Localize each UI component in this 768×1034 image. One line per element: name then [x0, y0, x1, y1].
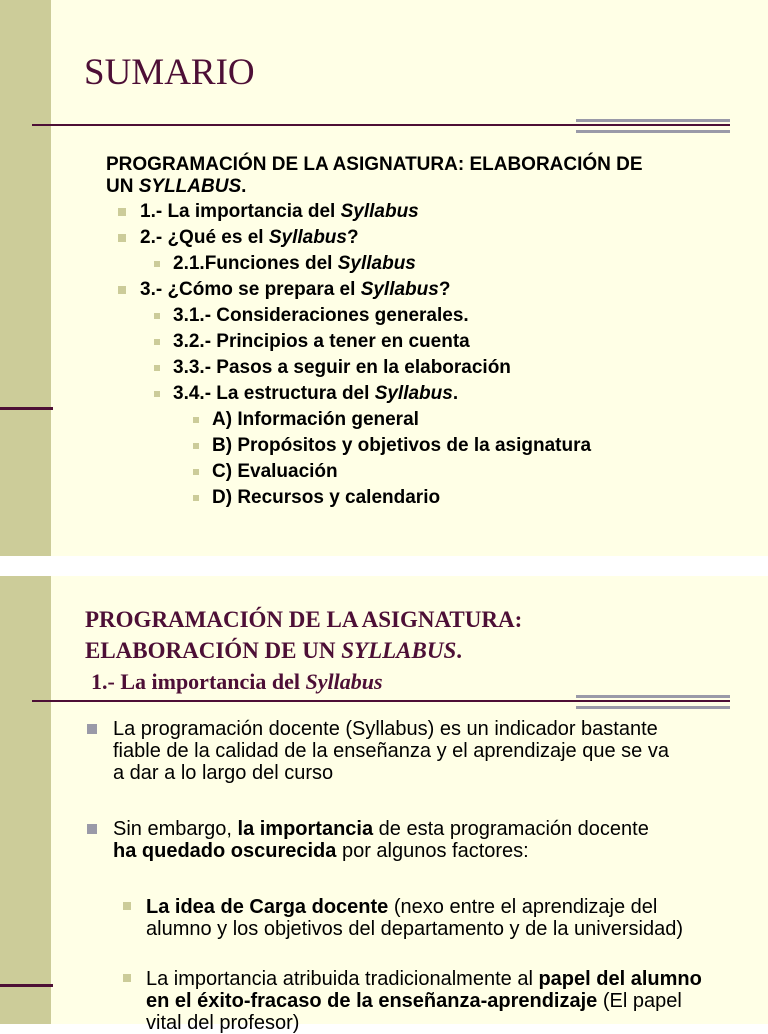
slide-title: SUMARIO — [84, 52, 255, 93]
slide-sidebar — [0, 576, 51, 1024]
outline-item: 1.- La importancia del Syllabus — [140, 199, 591, 225]
outline-subsubitem: A) Información general — [212, 407, 591, 433]
outline-subsubitem: B) Propósitos y objetivos de la asignatura — [212, 433, 591, 459]
bullet-paragraph: La programación docente (Syllabus) es un indicador bastante fiable de la calidad de la enseñanza y el aprendizaje que se va a dar a lo largo del curso — [113, 718, 673, 784]
outline-subitem: 3.2.- Principios a tener en cuenta — [173, 329, 591, 355]
outline-subsubitem: C) Evaluación — [212, 459, 591, 485]
outline-item: 2.- ¿Qué es el Syllabus? — [140, 225, 591, 251]
outline-subitem: 2.1.Funciones del Syllabus — [173, 251, 591, 277]
heading-line2-prefix: UN — [106, 176, 139, 197]
title-line2-italic: SYLLABUS — [341, 638, 457, 663]
heading-line1: PROGRAMACIÓN DE LA ASIGNATURA: ELABORACIÓN DE — [106, 154, 643, 175]
slide-subtitle: 1.- La importancia del Syllabus — [91, 669, 383, 694]
sub-bullet-paragraph: La importancia atribuida tradicionalmente al papel del alumno en el éxito-fracaso de la enseñanza-aprendizaje (El papel vital del profesor) — [146, 968, 716, 1034]
sub-bullet-paragraph: La idea de Carga docente (nexo entre el aprendizaje del alumno y los objetivos del departamento y de la universidad) — [146, 896, 716, 940]
heading-line2-italic: SYLLABUS — [138, 176, 242, 197]
outline-item: 3.- ¿Cómo se prepara el Syllabus? — [140, 277, 591, 303]
heading-line2-suffix: . — [241, 176, 247, 197]
outline-heading — [106, 154, 736, 198]
outline-list — [140, 199, 591, 511]
outline-subitem: 3.4.- La estructura del Syllabus. — [173, 381, 591, 407]
rule-accent-bar — [576, 119, 730, 133]
outline-subsubitem: D) Recursos y calendario — [212, 485, 591, 511]
sidebar-accent — [0, 984, 53, 987]
rule-accent-bar — [576, 695, 730, 709]
slide-sidebar — [0, 0, 51, 556]
outline-subitem: 3.1.- Consideraciones generales. — [173, 303, 591, 329]
bullet-paragraph: Sin embargo, la importancia de esta programación docente ha quedado oscurecida por algunos factores: — [113, 818, 673, 862]
outline-subitem: 3.3.- Pasos a seguir en la elaboración — [173, 355, 591, 381]
title-line2: ELABORACIÓN DE UN — [85, 638, 342, 663]
slide-title: PROGRAMACIÓN DE LA ASIGNATURA: ELABORACIÓN DE UN SYLLABUS. — [85, 607, 523, 663]
title-line1: PROGRAMACIÓN DE LA ASIGNATURA: — [85, 607, 523, 632]
subtitle-italic: Syllabus — [305, 669, 383, 694]
sidebar-accent — [0, 407, 53, 410]
